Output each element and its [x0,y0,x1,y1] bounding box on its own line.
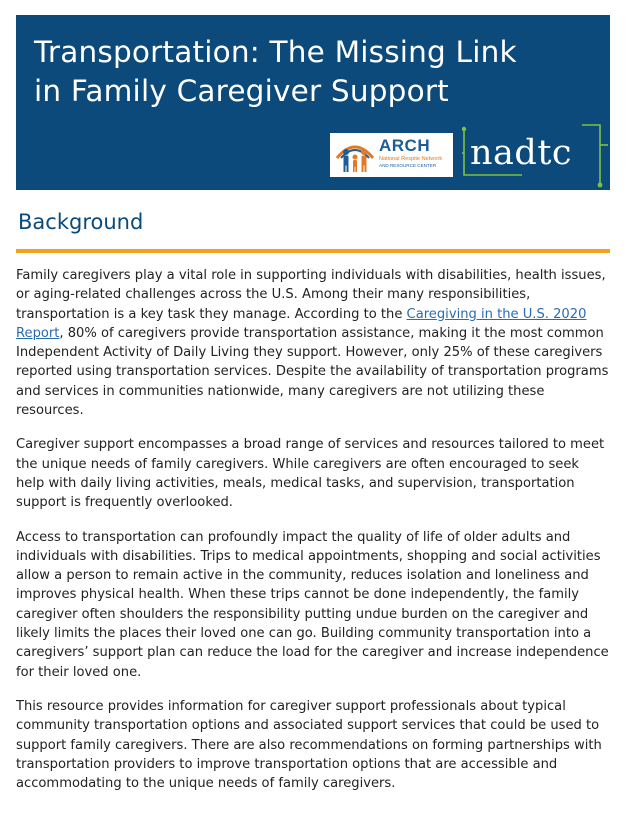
heading-divider [16,249,610,253]
page-title-line2: in Family Caregiver Support [34,74,449,108]
nadtc-logo [462,123,609,189]
arch-logo-subtitle2: AND RESOURCE CENTER [379,163,437,168]
caregiving-report-link[interactable]: Caregiving in the U.S. 2020 Report [16,306,587,341]
paragraph-1-text-end: , 80% of caregivers provide transportation assistance, making it the most common Independent Activity of Daily Living they support. However, only 25% of these caregivers reported using transportation services. Despite the availability of transportation programs and services in communities nationwide, many caregivers are not utilizing these resources. [16,325,609,419]
nadtc-logo-name: nadtc [470,133,572,173]
paragraph-1-text-start: Family caregivers play a vital role in supporting individuals with disabilities, health issues, or aging-related challenges across the U.S. Among their many responsibilities, transportation is a key task they manage. According to the [16,268,606,322]
arch-logo [330,133,453,177]
page-title [34,33,594,111]
arch-family-icon [333,136,377,174]
body-text [16,266,610,808]
paragraph-2: Caregiver support encompasses a broad range of services and resources tailored to meet the unique needs of family caregivers. While caregivers are often encouraged to seek help with daily living activities, meals, medical tasks, and supervision, transportation support is frequently overlooked. [16,437,605,511]
page-title-line1: Transportation: The Missing Link [34,35,517,69]
paragraph-4: This resource provides information for caregiver support professionals about typical community transportation options and associated support services that could be used to support family caregivers. There are also recommendations on forming partnerships with transportation providers to improve transportation options that are accessible and accommodating to the unique needs of family caregivers. [16,698,602,792]
paragraph-1 [16,266,610,420]
arch-logo-subtitle: National Respite Network [379,156,443,162]
section-heading: Background [18,210,144,234]
arch-logo-name: ARCH [379,136,431,155]
paragraph-3: Access to transportation can profoundly impact the quality of life of older adults and individuals with disabilities. Trips to medical appointments, shopping and social activities allow a person to remain active in the community, reduces isolation and loneliness and improves physical health. When these trips cannot be done independently, the family caregiver often shoulders the responsibility putting undue burden on the caregiver and likely limits the places their loved one can go. Building community transportation into a caregivers’ support plan can reduce the load for the caregiver and increase independence for their loved one. [16,529,609,680]
header-banner [16,15,610,190]
